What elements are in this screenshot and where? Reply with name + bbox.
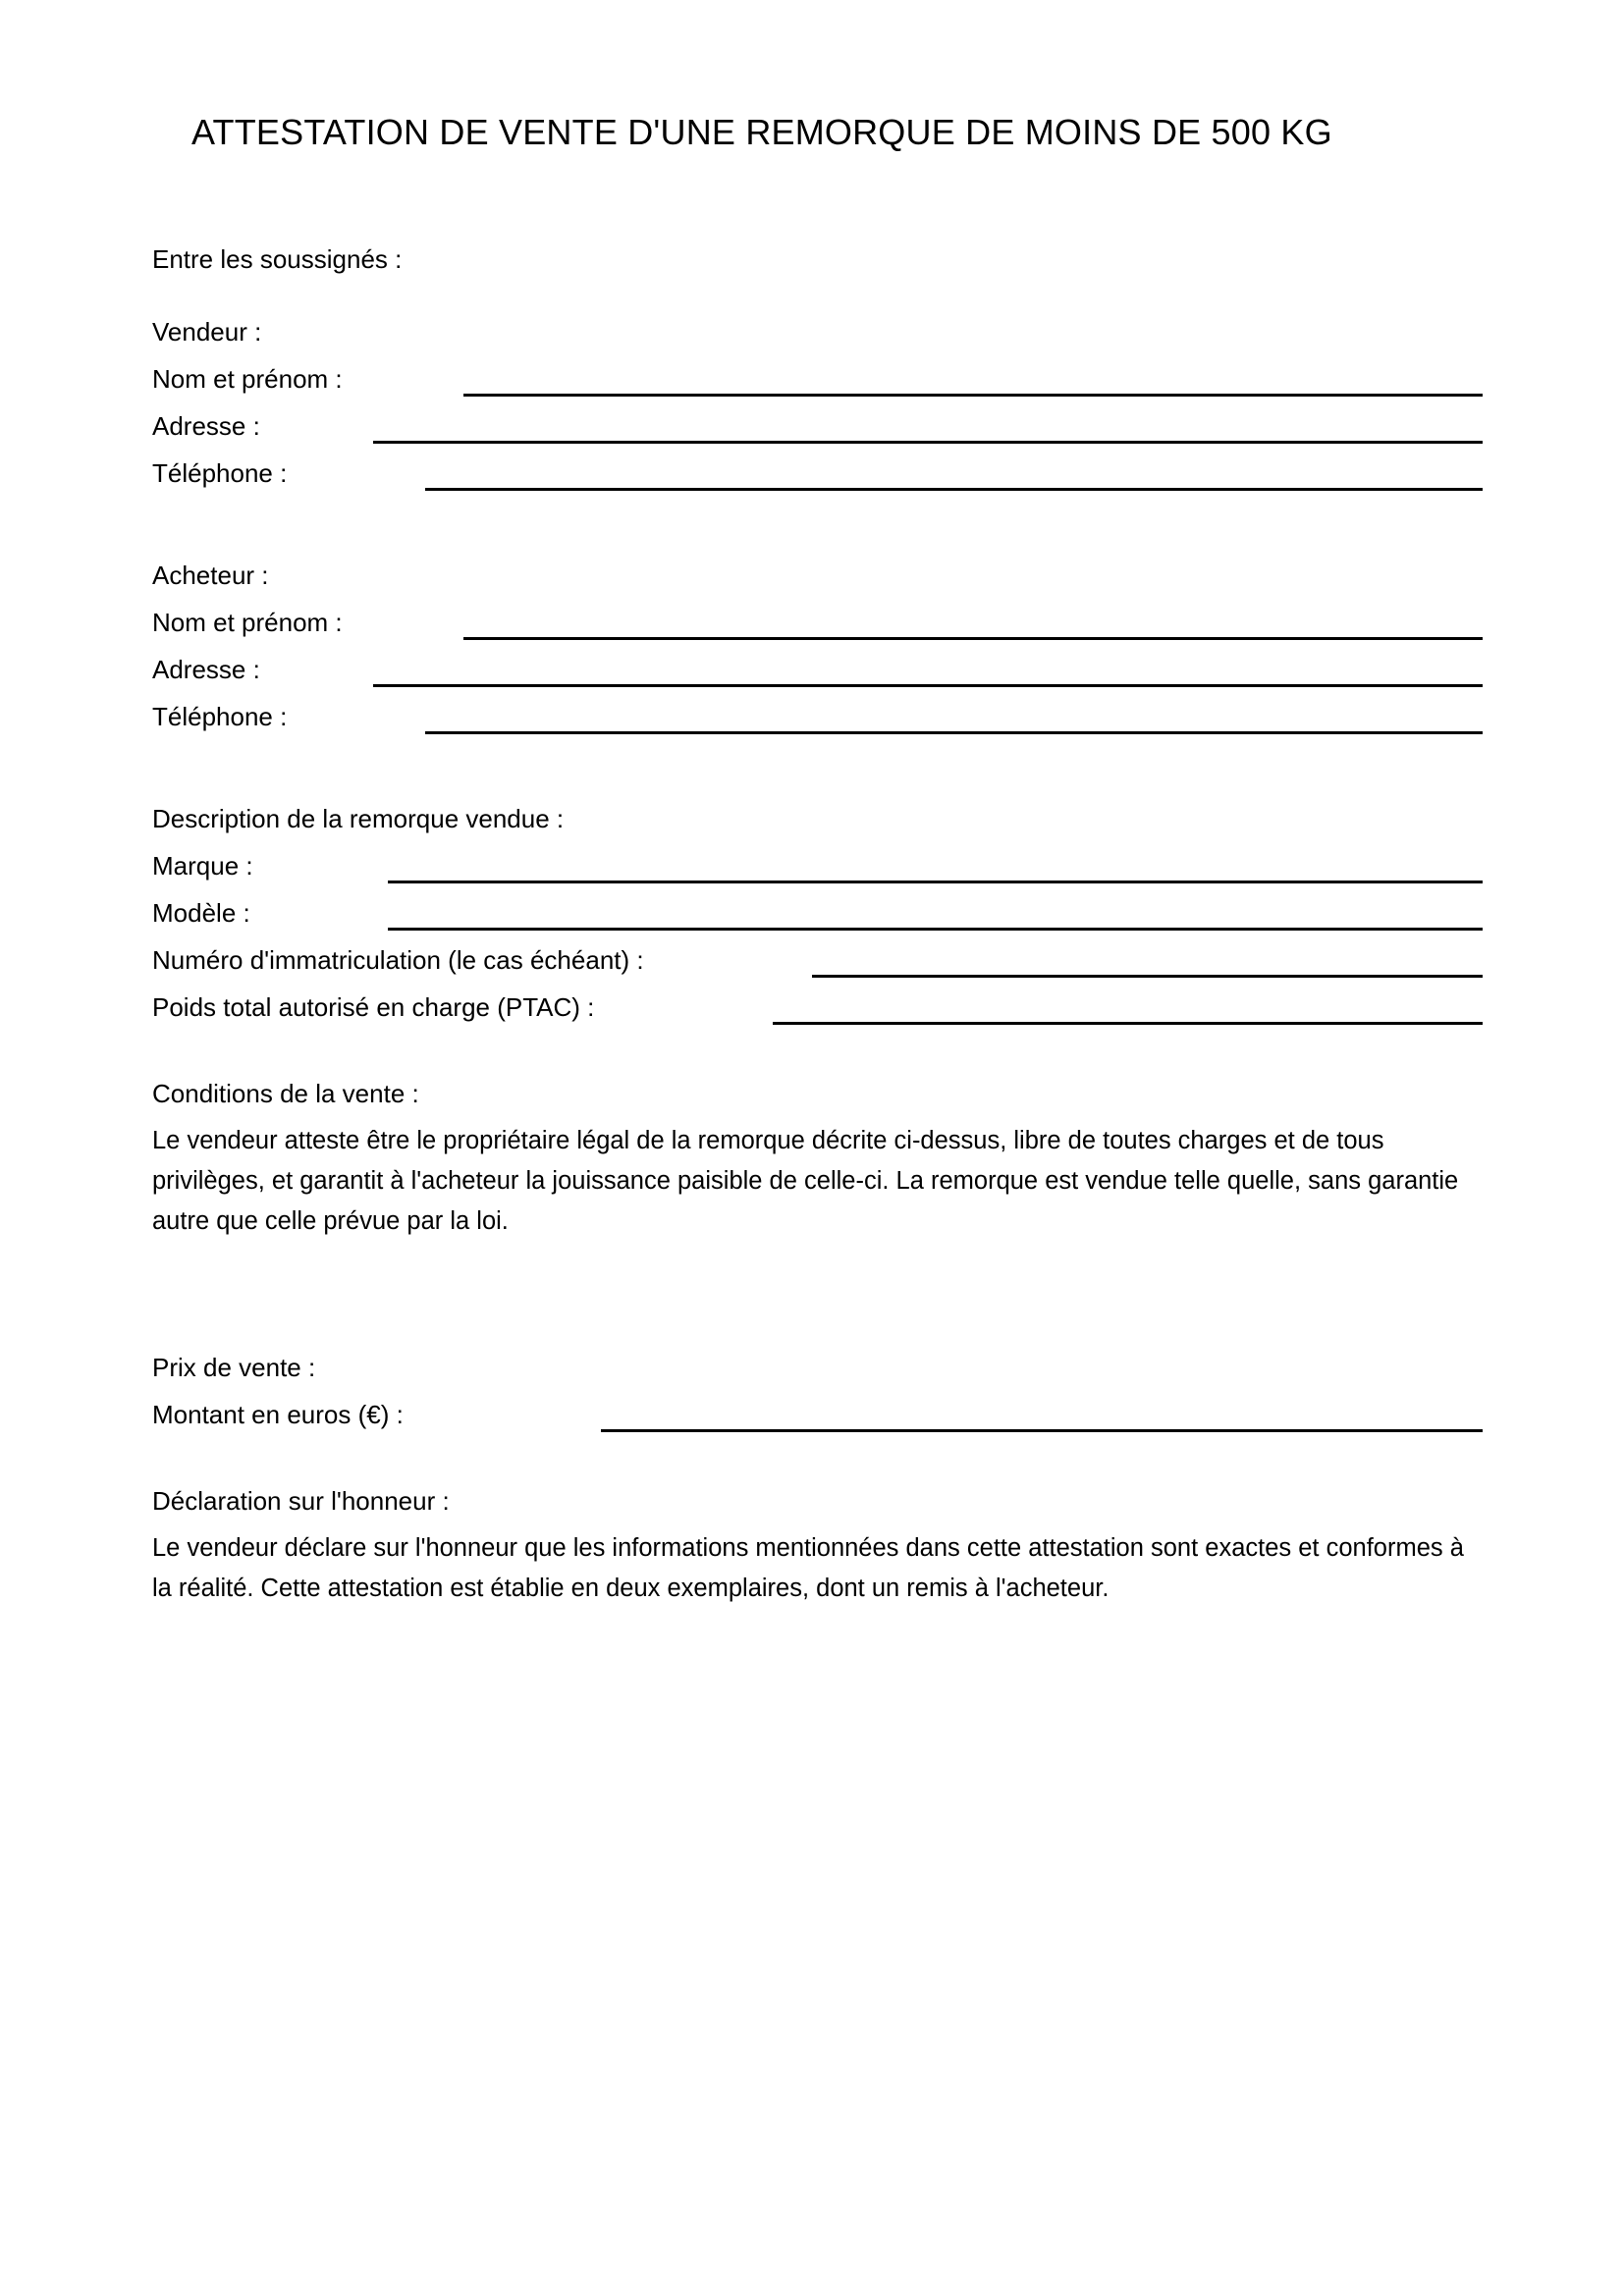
- trailer-immatriculation-input-line[interactable]: [812, 975, 1483, 978]
- trailer-immatriculation-label: Numéro d'immatriculation (le cas échéant) :: [152, 945, 644, 975]
- price-montant-input-line[interactable]: [601, 1429, 1483, 1432]
- trailer-field-marque: [152, 842, 1473, 889]
- buyer-telephone-label: Téléphone :: [152, 702, 288, 731]
- seller-field-telephone: [152, 450, 1473, 497]
- buyer-nom-input-line[interactable]: [463, 637, 1483, 640]
- buyer-field-telephone: [152, 693, 1473, 740]
- spacer: [152, 1031, 1473, 1070]
- seller-telephone-label: Téléphone :: [152, 458, 288, 488]
- buyer-adresse-input-line[interactable]: [373, 684, 1483, 687]
- declaration-heading: Déclaration sur l'honneur :: [152, 1486, 450, 1516]
- spacer: [152, 1242, 1473, 1344]
- buyer-field-nom: [152, 599, 1473, 646]
- spacer: [152, 740, 1473, 795]
- trailer-marque-label: Marque :: [152, 851, 253, 881]
- buyer-field-adresse: [152, 646, 1473, 693]
- trailer-modele-input-line[interactable]: [388, 928, 1483, 931]
- trailer-field-modele: [152, 889, 1473, 936]
- price-heading: Prix de vente :: [152, 1353, 316, 1382]
- trailer-marque-input-line[interactable]: [388, 881, 1483, 883]
- price-field-montant: [152, 1391, 1473, 1438]
- seller-nom-label: Nom et prénom :: [152, 364, 343, 394]
- buyer-adresse-label: Adresse :: [152, 655, 260, 684]
- seller-adresse-input-line[interactable]: [373, 441, 1483, 444]
- price-montant-label: Montant en euros (€) :: [152, 1400, 404, 1429]
- seller-heading: Vendeur :: [152, 317, 262, 347]
- seller-field-nom: [152, 355, 1473, 402]
- trailer-field-ptac: [152, 984, 1473, 1031]
- seller-telephone-input-line[interactable]: [425, 488, 1483, 491]
- conditions-heading: Conditions de la vente :: [152, 1079, 419, 1108]
- trailer-modele-label: Modèle :: [152, 898, 250, 928]
- spacer: [152, 1438, 1473, 1477]
- conditions-text: Le vendeur atteste être le propriétaire légal de la remorque décrite ci-dessus, libre de toutes charges et de tous privilèges, et garantit à l'acheteur la jouissance paisible de celle-ci. La remorque est vendue telle quelle, sans garantie autre que celle prévue par la loi.: [152, 1127, 1459, 1235]
- trailer-ptac-input-line[interactable]: [773, 1022, 1483, 1025]
- buyer-heading: Acheteur :: [152, 561, 269, 590]
- spacer: [152, 283, 1473, 308]
- buyer-nom-label: Nom et prénom :: [152, 608, 343, 637]
- trailer-field-immatriculation: [152, 936, 1473, 984]
- page-title: ATTESTATION DE VENTE D'UNE REMORQUE DE MOINS DE 500 KG: [191, 112, 1332, 152]
- seller-field-adresse: [152, 402, 1473, 450]
- spacer: [152, 497, 1473, 552]
- declaration-text: Le vendeur déclare sur l'honneur que les informations mentionnées dans cette attestation sont exactes et conformes à la réalité. Cette attestation est établie en deux exemplaires, dont un remis à l'acheteur.: [152, 1534, 1464, 1602]
- trailer-ptac-label: Poids total autorisé en charge (PTAC) :: [152, 992, 595, 1022]
- seller-adresse-label: Adresse :: [152, 411, 260, 441]
- buyer-telephone-input-line[interactable]: [425, 731, 1483, 734]
- seller-nom-input-line[interactable]: [463, 394, 1483, 397]
- trailer-heading: Description de la remorque vendue :: [152, 804, 565, 833]
- intro-text: Entre les soussignés :: [152, 244, 403, 274]
- document-body: [152, 236, 1473, 1609]
